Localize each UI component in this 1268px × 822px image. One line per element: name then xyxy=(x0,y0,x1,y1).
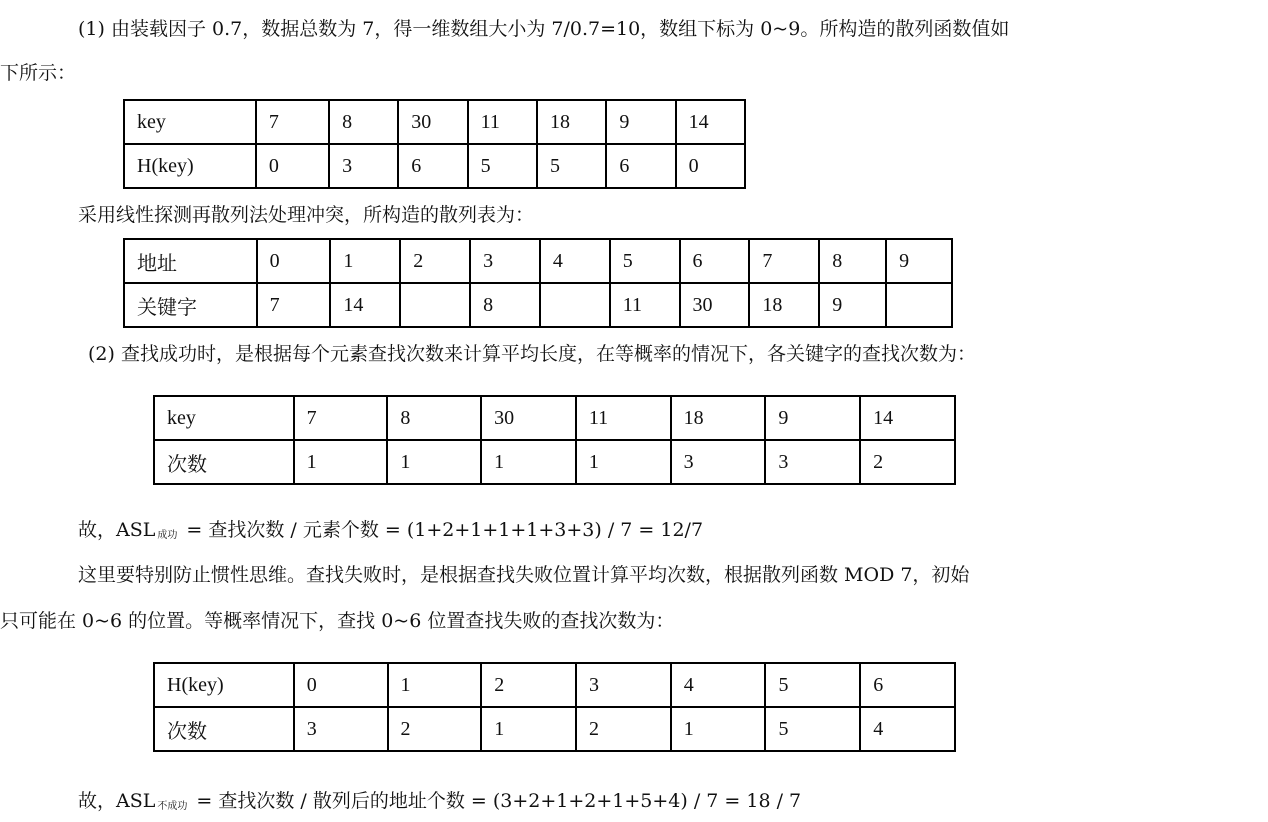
table-cell: 1 xyxy=(576,440,671,484)
table-cell: 5 xyxy=(610,239,680,283)
table-row xyxy=(154,663,955,707)
table-cell: 6 xyxy=(398,144,467,188)
table-cell: 8 xyxy=(387,396,481,440)
table-cell: 30 xyxy=(680,283,750,327)
table-cell: 18 xyxy=(749,283,819,327)
table-cell: 11 xyxy=(468,100,537,144)
asl-fail-prefix: 故，ASL xyxy=(78,790,156,812)
table-cell: 8 xyxy=(470,283,540,327)
table-cell: 18 xyxy=(537,100,606,144)
table-cell: 1 xyxy=(388,663,482,707)
table-cell: 5 xyxy=(537,144,606,188)
table-row xyxy=(154,440,955,484)
table-cell: 11 xyxy=(610,283,680,327)
row-header-cell: 地址 xyxy=(124,239,257,283)
table-cell: 3 xyxy=(671,440,766,484)
table-cell: 2 xyxy=(400,239,470,283)
asl-fail xyxy=(78,786,801,822)
table-row xyxy=(124,239,952,283)
table-cell: 1 xyxy=(294,440,388,484)
table-cell xyxy=(540,283,610,327)
paragraph-4-cont: 只可能在 0~6 的位置。等概率情况下，查找 0~6 位置查找失败的查找次数为： xyxy=(0,610,675,632)
paragraph-3: (2) 查找成功时，是根据每个元素查找次数来计算平均长度，在等概率的情况下，各关键字的查找次数为： xyxy=(88,343,976,365)
table-cell: 2 xyxy=(388,707,482,751)
table-cell: 9 xyxy=(765,396,860,440)
table-cell: 1 xyxy=(671,707,766,751)
table-cell: 4 xyxy=(540,239,610,283)
table-row xyxy=(124,144,745,188)
table-cell: 0 xyxy=(294,663,388,707)
row-header-cell: 次数 xyxy=(154,440,294,484)
table-cell: 14 xyxy=(860,396,955,440)
table-cell: 8 xyxy=(329,100,398,144)
row-header-cell: H(key) xyxy=(154,663,294,707)
table-cell: 7 xyxy=(749,239,819,283)
table-cell: 1 xyxy=(481,440,576,484)
table-cell: 7 xyxy=(256,100,329,144)
row-header-cell: key xyxy=(124,100,256,144)
table-row xyxy=(124,100,745,144)
table-cell: 0 xyxy=(676,144,745,188)
table-cell: 2 xyxy=(576,707,671,751)
table-cell: 1 xyxy=(481,707,576,751)
table-cell: 6 xyxy=(680,239,750,283)
table-cell: 0 xyxy=(256,144,329,188)
asl-success-sub: 成功 xyxy=(157,530,178,541)
row-header-cell: 次数 xyxy=(154,707,294,751)
row-header-cell: H(key) xyxy=(124,144,256,188)
asl-fail-sub: 不成功 xyxy=(157,801,188,812)
table-cell: 5 xyxy=(765,707,860,751)
table-cell: 6 xyxy=(860,663,955,707)
table-cell: 2 xyxy=(860,440,955,484)
table-row xyxy=(154,396,955,440)
table-row xyxy=(154,707,955,751)
paragraph-1-cont: 下所示： xyxy=(0,62,77,84)
table-cell: 9 xyxy=(886,239,952,283)
table-cell: 8 xyxy=(819,239,886,283)
table-cell: 3 xyxy=(576,663,671,707)
table-cell: 14 xyxy=(330,283,400,327)
table-cell: 3 xyxy=(765,440,860,484)
table-cell: 14 xyxy=(676,100,745,144)
paragraph-2: 采用线性探测再散列法处理冲突，所构造的散列表为： xyxy=(78,204,535,226)
table-cell: 6 xyxy=(606,144,675,188)
table-cell: 18 xyxy=(671,396,766,440)
table-cell: 3 xyxy=(329,144,398,188)
row-header-cell: key xyxy=(154,396,294,440)
table-cell: 7 xyxy=(294,396,388,440)
asl-success xyxy=(78,515,703,551)
row-header-cell: 关键字 xyxy=(124,283,257,327)
table-cell: 4 xyxy=(860,707,955,751)
table-row xyxy=(124,283,952,327)
table-cell: 4 xyxy=(671,663,766,707)
table-cell: 9 xyxy=(819,283,886,327)
asl-success-formula: = 查找次数 / 元素个数 = (1+2+1+1+1+3+3) / 7 = 12/7 xyxy=(180,519,704,541)
paragraph-4: 这里要特别防止惯性思维。查找失败时，是根据查找失败位置计算平均次数，根据散列函数 MOD 7，初始 xyxy=(78,564,970,586)
asl-fail-formula: = 查找次数 / 散列后的地址个数 = (3+2+1+2+1+5+4) / 7 = 18 / 7 xyxy=(190,790,802,812)
success-count-table xyxy=(153,395,956,485)
table-cell: 30 xyxy=(398,100,467,144)
table-cell: 9 xyxy=(606,100,675,144)
table-cell: 1 xyxy=(387,440,481,484)
table-cell: 5 xyxy=(765,663,860,707)
table-cell: 3 xyxy=(470,239,540,283)
asl-success-prefix: 故，ASL xyxy=(78,519,156,541)
table-cell xyxy=(886,283,952,327)
hash-table xyxy=(123,238,953,328)
table-cell: 5 xyxy=(468,144,537,188)
table-cell: 0 xyxy=(257,239,331,283)
table-cell: 7 xyxy=(257,283,331,327)
table-cell: 2 xyxy=(481,663,576,707)
table-cell xyxy=(400,283,470,327)
hash-function-table xyxy=(123,99,746,189)
table-cell: 30 xyxy=(481,396,576,440)
fail-count-table xyxy=(153,662,956,752)
paragraph-1: (1) 由装载因子 0.7，数据总数为 7，得一维数组大小为 7/0.7=10，数组下标为 0~9。所构造的散列函数值如 xyxy=(78,18,1010,40)
table-cell: 11 xyxy=(576,396,671,440)
table-cell: 3 xyxy=(294,707,388,751)
table-cell: 1 xyxy=(330,239,400,283)
